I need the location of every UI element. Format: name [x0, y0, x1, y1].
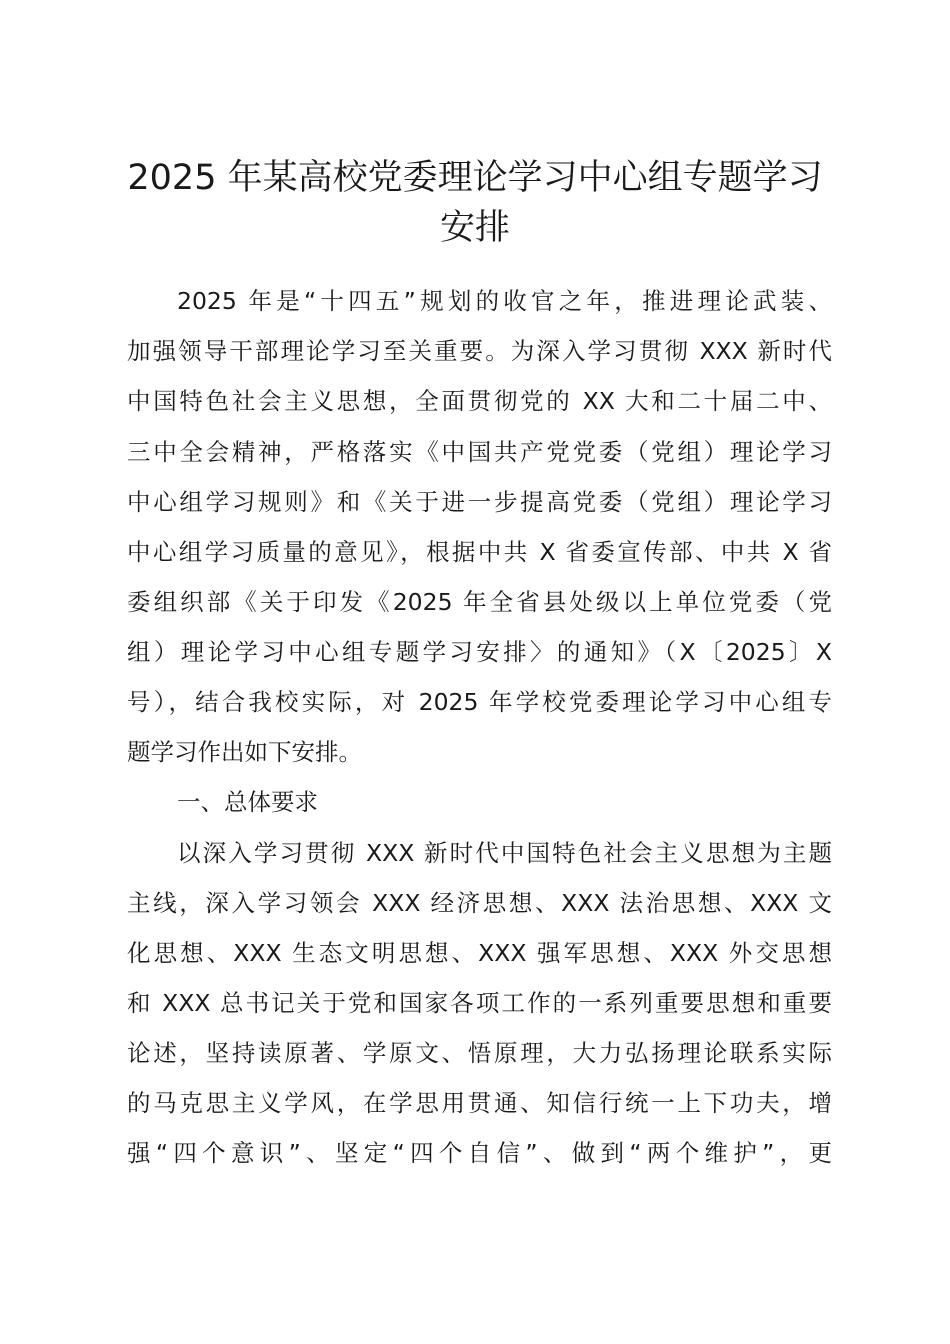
paragraph-line: 中国特色社会主义思想，全面贯彻党的 XX 大和二十届二中、: [127, 387, 832, 415]
paragraph-line: 的马克思主义学风，在学思用贯通、知信行统一上下功夫，增: [127, 1089, 832, 1117]
paragraph-line: 和 XXX 总书记关于党和国家各项工作的一系列重要思想和重要: [127, 989, 832, 1017]
paragraph-line: 论述，坚持读原著、学原文、悟原理，大力弘扬理论联系实际: [127, 1039, 832, 1067]
document-title-line-1: 2025 年某高校党委理论学习中心组专题学习: [127, 158, 823, 198]
paragraph-line: 委组织部《关于印发《2025 年全省县处级以上单位党委（党: [127, 588, 832, 616]
paragraph-line: 题学习作出如下安排。: [127, 738, 362, 766]
paragraph-line: 加强领导干部理论学习至关重要。为深入学习贯彻 XXX 新时代: [127, 337, 832, 365]
paragraph-line: 主线，深入学习领会 XXX 经济思想、XXX 法治思想、XXX 文: [127, 889, 832, 917]
paragraph-line: 组）理论学习中心组专题学习安排〉的通知》（X〔2025〕X: [127, 638, 832, 666]
paragraph-line: 以深入学习贯彻 XXX 新时代中国特色社会主义思想为主题: [177, 839, 832, 867]
section-heading: 一、总体要求: [177, 788, 318, 816]
paragraph-line: 中心组学习规则》和《关于进一步提高党委（党组）理论学习: [127, 488, 832, 516]
paragraph-line: 号），结合我校实际，对 2025 年学校党委理论学习中心组专: [127, 688, 832, 716]
paragraph-line: 2025 年是“十四五”规划的收官之年，推进理论武装、: [177, 287, 832, 315]
paragraph-line: 中心组学习质量的意见》，根据中共 X 省委宣传部、中共 X 省: [127, 538, 832, 566]
paragraph-line: 强“四个意识”、坚定“四个自信”、做到“两个维护”，更: [127, 1139, 832, 1167]
paragraph-line: 三中全会精神，严格落实《中国共产党党委（党组）理论学习: [127, 438, 832, 466]
paragraph-line: 化思想、XXX 生态文明思想、XXX 强军思想、XXX 外交思想: [127, 939, 832, 967]
document-title-line-2: 安排: [439, 208, 510, 248]
